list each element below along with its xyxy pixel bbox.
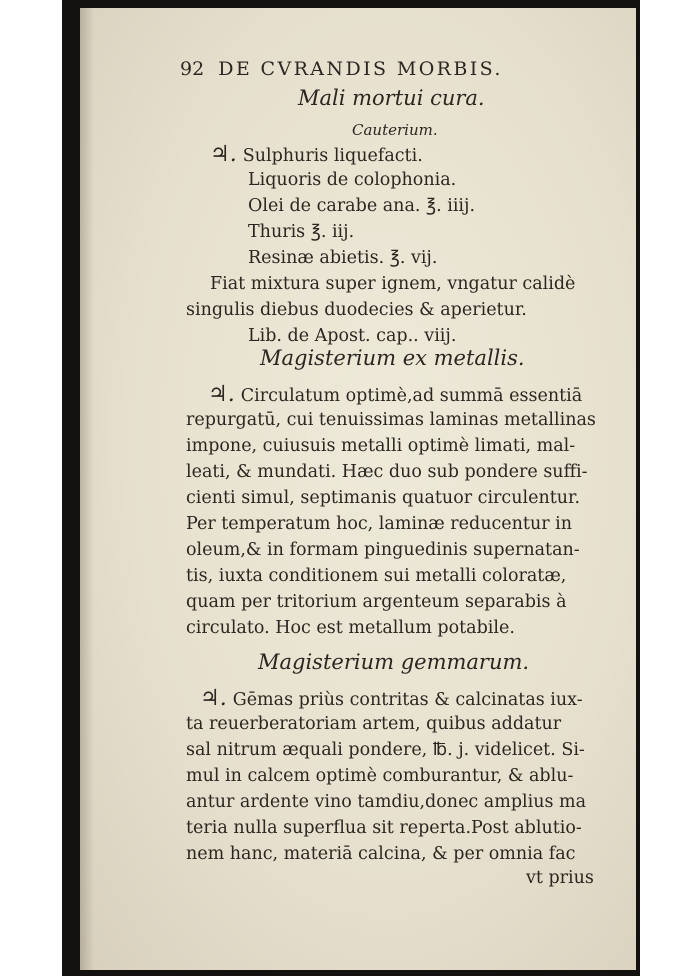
catchword: vt prius	[526, 868, 594, 888]
line-text: Gēmas priùs contritas & calcinatas iux-	[232, 690, 583, 710]
recipe-line: singulis diebus duodecies & aperietur.	[186, 300, 527, 320]
section-heading: Magisterium gemmarum.	[258, 650, 530, 674]
recipe-line: Thuris ℥. iij.	[248, 222, 355, 242]
recipe-line: quam per tritorium argenteum separabis à	[186, 592, 567, 612]
recipe-line: Resinæ abietis. ℥. vij.	[248, 248, 438, 268]
recipe-symbol: ♃.	[208, 382, 235, 407]
section-heading: Mali mortui cura.	[298, 86, 485, 110]
running-title: DE CVRANDIS MORBIS.	[218, 58, 503, 80]
recipe-line: cienti simul, septimanis quatuor circulentur.	[186, 488, 581, 508]
recipe-line: oleum,& in formam pinguedinis supernatan-	[186, 540, 580, 560]
running-head	[180, 58, 503, 80]
recipe-line: Liquoris de colophonia.	[248, 170, 457, 190]
recipe-line: leati, & mundati. Hæc duo sub pondere suffi-	[186, 462, 588, 482]
recipe-line: Fiat mixtura super ignem, vngatur calidè	[210, 274, 576, 294]
recipe-line: Per temperatum hoc, laminæ reducentur in	[186, 514, 573, 534]
recipe-line: antur ardente vino tamdiu,donec amplius ma	[186, 792, 587, 812]
gutter-shadow	[80, 8, 94, 970]
recipe-line: mul in calcem optimè comburantur, & ablu-	[186, 766, 574, 786]
recipe-line: sal nitrum æquali pondere, ℔. j. videlicet. Si-	[186, 740, 585, 760]
section-subheading: Cauterium.	[352, 121, 438, 139]
recipe-symbol: ♃.	[210, 142, 237, 167]
line-text: Sulphuris liquefacti.	[242, 146, 423, 166]
recipe-line: nem hanc, materiā calcina, & per omnia fac	[186, 844, 576, 864]
recipe-line: ta reuerberatoriam artem, quibus addatur	[186, 714, 562, 734]
recipe-line: tis, iuxta conditionem sui metalli coloratæ,	[186, 566, 567, 586]
recipe-line: circulato. Hoc est metallum potabile.	[186, 618, 515, 638]
recipe-symbol: ♃.	[200, 686, 227, 711]
book-page	[80, 8, 636, 970]
recipe-line: repurgatū, cui tenuissimas laminas metallinas	[186, 410, 596, 430]
recipe-line: Lib. de Apost. cap.. viij.	[248, 326, 457, 346]
recipe-line: Olei de carabe ana. ℥. iiij.	[248, 196, 476, 216]
recipe-line: impone, cuiusuis metalli optimè limati, mal-	[186, 436, 576, 456]
line-text: Circulatum optimè,ad summā essentiā	[240, 386, 583, 406]
page-number: 92	[180, 58, 205, 80]
recipe-line: teria nulla superflua sit reperta.Post ablutio-	[186, 818, 582, 838]
recipe-line	[210, 142, 423, 167]
recipe-line	[208, 382, 582, 407]
recipe-line	[200, 686, 583, 711]
section-heading: Magisterium ex metallis.	[260, 346, 525, 370]
